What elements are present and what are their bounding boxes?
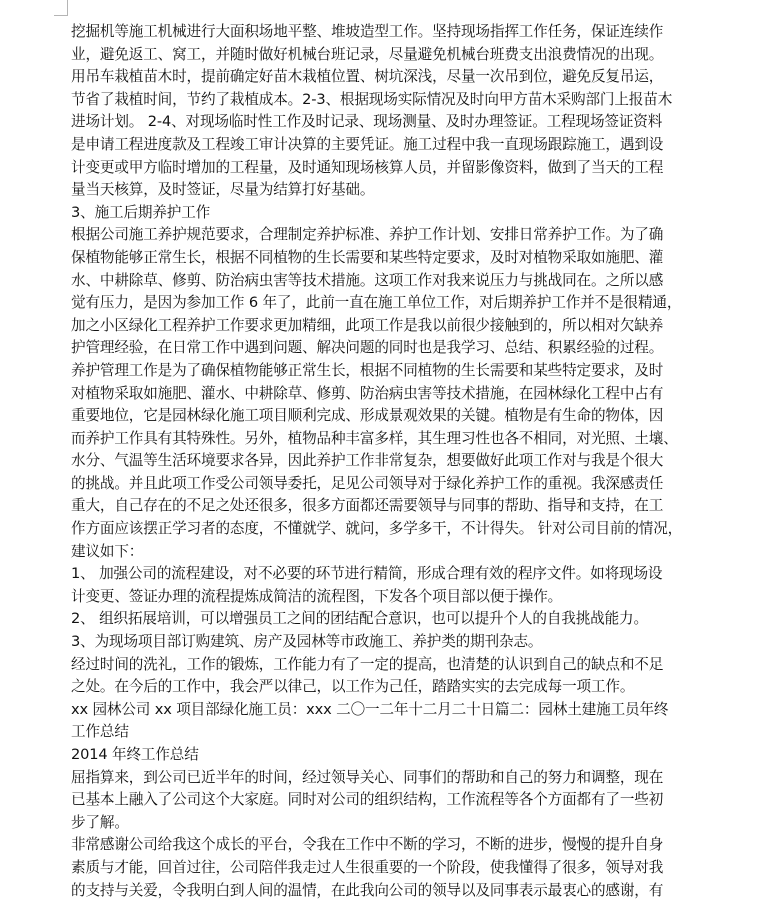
text-line: 进场计划。 2-4、对现场临时性工作及时记录、现场测量、及时办理签证。工程现场签证资料 (71, 113, 663, 131)
text-line: 之处。在今后的工作中，我会严以律己，以工作为己任，踏踏实实的去完成每一项工作。 (71, 678, 635, 696)
text-line: 2014 年终工作总结 (71, 746, 199, 763)
text-line: 养护管理工作是为了确保植物能够正常生长，根据不同植物的生长需要和某些特定要求，及时 (71, 361, 664, 379)
text-line: 作方面应该摆正学习者的态度，不懂就学、就问，多学多干，不计得失。 针对公司目前的情况， (71, 520, 683, 538)
text-line: 已基本上融入了公司这个大家庭。同时对公司的组织结构，工作流程等各个方面都有了一些初 (71, 791, 664, 809)
text-line: 用吊车栽植苗木时，提前确定好苗木栽植位置、树坑深浅，尽量一次吊到位，避免反复吊运， (71, 68, 664, 86)
text-line: 工作总结 (71, 723, 129, 741)
text-line: 业，避免返工、窝工，并随时做好机械台班记录，尽量避免机械台班费支出浪费情况的出现。 (71, 45, 664, 63)
text-line: 计变更或甲方临时增加的工程量，及时通知现场核算人员，并留影像资料，做到了当天的工程 (71, 158, 664, 176)
text-line: 3、为现场项目部订购建筑、房产及园林等市政施工、养护类的期刊杂志。 (71, 633, 543, 651)
text-line: 挖掘机等施工机械进行大面积场地平整、堆坡造型工作。坚持现场指挥工作任务，保证连续作 (71, 23, 664, 40)
text-line: 是申请工程进度款及工程竣工审计决算的主要凭证。施工过程中我一直现场跟踪施工，遇到设 (71, 135, 664, 153)
text-line: 水分、气温等生活环境要求各异，因此养护工作非常复杂，想要做好此项工作对与我是个很大 (71, 452, 664, 470)
margin-corner-mark (67, 0, 68, 16)
text-line: 建议如下： (71, 542, 144, 560)
text-line: 的挑战。并且此项工作受公司领导委托，足见公司领导对于绿化养护工作的重视。我深感责任 (71, 474, 664, 492)
text-line: 觉有压力，是因为参加工作 6 年了，此前一直在施工单位工作，对后期养护工作并不是很精通， (71, 294, 682, 312)
text-line: 素质与才能，回首过往，公司陪伴我走过人生很重要的一个阶段，使我懂得了很多，领导对我 (71, 858, 664, 876)
text-line: 量当天核算，及时签证，尽量为结算打好基础。 (71, 181, 375, 199)
text-line: 1、 加强公司的流程建设，对不必要的环节进行精简，形成合理有效的程序文件。如将现场设 (71, 565, 663, 583)
text-line: 经过时间的洗礼，工作的锻炼，工作能力有了一定的提高，也清楚的认识到自己的缺点和不足 (71, 655, 664, 673)
text-line: 护管理经验，在日常工作中遇到问题、解决问题的同时也是我学习、总结、积累经验的过程。 (71, 339, 664, 357)
text-line: 加之小区绿化工程养护工作要求更加精细，此项工作是我以前很少接触到的，所以相对欠缺养 (71, 316, 664, 334)
text-line: 非常感谢公司给我这个成长的平台，令我在工作中不断的学习，不断的进步，慢慢的提升自身 (71, 836, 664, 854)
text-line: 节省了栽植时间，节约了栽植成本。2-3、根据现场实际情况及时向甲方苗木采购部门上报苗木 (71, 90, 673, 108)
text-line: 保植物能够正常生长，根据不同植物的生长需要和某些特定要求，及时对植物采取如施肥、灌 (71, 248, 664, 266)
text-line: 步了解。 (71, 813, 129, 831)
document-body (71, 21, 771, 902)
text-line: 的支持与关爱，令我明白到人间的温情，在此我向公司的领导以及同事表示最衷心的感谢，有 (71, 881, 664, 899)
text-line: 重要地位，它是园林绿化施工项目顺利完成、形成景观效果的关键。植物是有生命的物体，因 (71, 407, 664, 425)
text-line: 对植物采取如施肥、灌水、中耕除草、修剪、防治病虫害等技术措施，在园林绿化工程中占有 (71, 384, 664, 402)
text-line: 2、 组织拓展培训，可以增强员工之间的团结配合意识，也可以提升个人的自我挑战能力。 (71, 610, 648, 628)
margin-corner-mark (54, 15, 68, 16)
text-line: 3、施工后期养护工作 (71, 203, 211, 221)
text-line: 屈指算来，到公司已近半年的时间，经过领导关心、同事们的帮助和自己的努力和调整，现在 (71, 768, 664, 786)
text-line: 计变更、签证办理的流程提炼成简洁的流程图，下发各个项目部以便于操作。 (71, 587, 563, 605)
text-line: 而养护工作具有其特殊性。另外，植物品种丰富多样，其生理习性也各不相同，对光照、土壤、 (71, 429, 678, 447)
text-line: 水、中耕除草、修剪、防治病虫害等技术措施。这项工作对我来说压力与挑战同在。之所以感 (71, 271, 664, 289)
text-line: xx 园林公司 xx 项目部绿化施工员：xxx 二〇一二年十二月二十日篇二：园林土建施工员年终 (71, 700, 669, 718)
text-line: 根据公司施工养护规范要求，合理制定养护标准、养护工作计划、安排日常养护工作。为了确 (71, 226, 664, 244)
text-line: 重大，自己存在的不足之处还很多，很多方面都还需要领导与同事的帮助、指导和支持，在工 (71, 497, 664, 515)
